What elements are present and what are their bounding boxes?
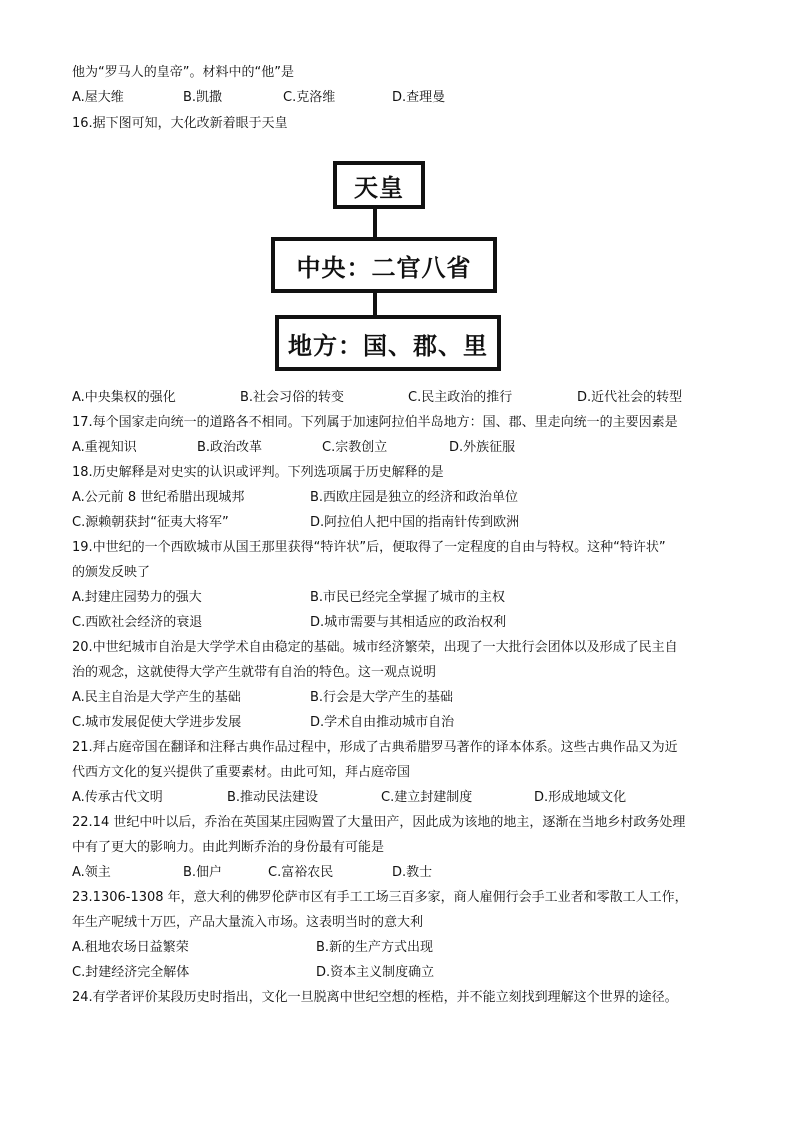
q21-option-d[interactable]: D.形成地域文化 (534, 790, 627, 805)
q22-option-c[interactable]: C.富裕农民 (268, 865, 334, 880)
diagram-box-emperor: 天皇 (333, 161, 425, 209)
q15-option-b[interactable]: B.凯撒 (183, 90, 223, 105)
q18-option-a[interactable]: A.公元前 8 世纪希腊出现城邦 (72, 490, 245, 505)
q15-option-a[interactable]: A.屋大维 (72, 90, 124, 105)
q23-stem-line1: 23.1306-1308 年，意大利的佛罗伦萨市区有手工工场三百多家，商人雇佣行会手工业者和零散工人工作， (72, 890, 688, 905)
q22-stem-line2: 中有了更大的影响力。由此判断乔治的身份最有可能是 (72, 840, 385, 855)
q23-option-a[interactable]: A.租地农场日益繁荣 (72, 940, 189, 955)
q16-option-a[interactable]: A.中央集权的强化 (72, 390, 176, 405)
q18-option-d[interactable]: D.阿拉伯人把中国的指南针传到欧洲 (310, 515, 520, 530)
q21-option-a[interactable]: A.传承古代文明 (72, 790, 163, 805)
q21-option-c[interactable]: C.建立封建制度 (381, 790, 473, 805)
diagram-box-central: 中央：二官八省 (271, 237, 497, 293)
q17-option-a[interactable]: A.重视知识 (72, 440, 137, 455)
q17-stem: 17.每个国家走向统一的道路各不相同。下列属于加速阿拉伯半岛地方：国、郡、里走向统一的主要因素是 (72, 415, 678, 430)
q20-option-b[interactable]: B.行会是大学产生的基础 (310, 690, 454, 705)
q20-stem-line2: 治的观念，这就使得大学产生就带有自治的特色。这一观点说明 (72, 665, 437, 680)
q15-stem: 他为“罗马人的皇帝”。材料中的“他”是 (72, 65, 294, 80)
q16-stem: 16.据下图可知，大化改新着眼于天皇 (72, 116, 288, 131)
diagram-connector-bottom (373, 293, 377, 315)
diagram-box-local: 地方：国、郡、里 (275, 315, 501, 371)
q20-option-d[interactable]: D.学术自由推动城市自治 (310, 715, 455, 730)
q22-stem-line1: 22.14 世纪中叶以后，乔治在英国某庄园购置了大量田产，因此成为该地的地主，逐渐在当地乡村政务处理 (72, 815, 686, 830)
q15-option-c[interactable]: C.克洛维 (283, 90, 336, 105)
q22-option-b[interactable]: B.佃户 (183, 865, 223, 880)
q22-option-a[interactable]: A.领主 (72, 865, 111, 880)
q23-stem-line2: 年生产呢绒十万匹，产品大量流入市场。这表明当时的意大利 (72, 915, 424, 930)
q20-stem-line1: 20.中世纪城市自治是大学学术自由稳定的基础。城市经济繁荣，出现了一大批行会团体以及形成了民主自 (72, 640, 678, 655)
q23-option-d[interactable]: D.资本主义制度确立 (316, 965, 435, 980)
q21-stem-line2: 代西方文化的复兴提供了重要素材。由此可知，拜占庭帝国 (72, 765, 411, 780)
q22-option-d[interactable]: D.教士 (392, 865, 433, 880)
q16-option-b[interactable]: B.社会习俗的转变 (240, 390, 345, 405)
q15-option-d[interactable]: D.查理曼 (392, 90, 446, 105)
q19-option-c[interactable]: C.西欧社会经济的衰退 (72, 615, 203, 630)
q16-option-c[interactable]: C.民主政治的推行 (408, 390, 513, 405)
q19-stem-line1: 19.中世纪的一个西欧城市从国王那里获得“特许状”后，便取得了一定程度的自由与特权。这种“特许状” (72, 540, 666, 555)
q20-option-a[interactable]: A.民主自治是大学产生的基础 (72, 690, 241, 705)
q17-option-c[interactable]: C.宗教创立 (322, 440, 388, 455)
q21-option-b[interactable]: B.推动民法建设 (227, 790, 319, 805)
q19-option-b[interactable]: B.市民已经完全掌握了城市的主权 (310, 590, 506, 605)
q23-option-b[interactable]: B.新的生产方式出现 (316, 940, 434, 955)
q19-stem-line2: 的颁发反映了 (72, 565, 151, 580)
q18-stem: 18.历史解释是对史实的认识或评判。下列选项属于历史解释的是 (72, 465, 444, 480)
q17-option-d[interactable]: D.外族征服 (449, 440, 516, 455)
diagram-connector-top (373, 209, 377, 237)
q17-option-b[interactable]: B.政治改革 (197, 440, 263, 455)
q18-option-c[interactable]: C.源赖朝获封“征夷大将军” (72, 515, 229, 530)
q16-option-d[interactable]: D.近代社会的转型 (577, 390, 683, 405)
q18-option-b[interactable]: B.西欧庄园是独立的经济和政治单位 (310, 490, 519, 505)
q19-option-d[interactable]: D.城市需要与其相适应的政治权利 (310, 615, 507, 630)
q24-stem: 24.有学者评价某段历史时指出，文化一旦脱离中世纪空想的桎梏，并不能立刻找到理解这个世界的途径。 (72, 990, 678, 1005)
q19-option-a[interactable]: A.封建庄园势力的强大 (72, 590, 202, 605)
q21-stem-line1: 21.拜占庭帝国在翻译和注释古典作品过程中，形成了古典希腊罗马著作的译本体系。这些古典作品又为近 (72, 740, 678, 755)
q20-option-c[interactable]: C.城市发展促使大学进步发展 (72, 715, 242, 730)
q23-option-c[interactable]: C.封建经济完全解体 (72, 965, 190, 980)
